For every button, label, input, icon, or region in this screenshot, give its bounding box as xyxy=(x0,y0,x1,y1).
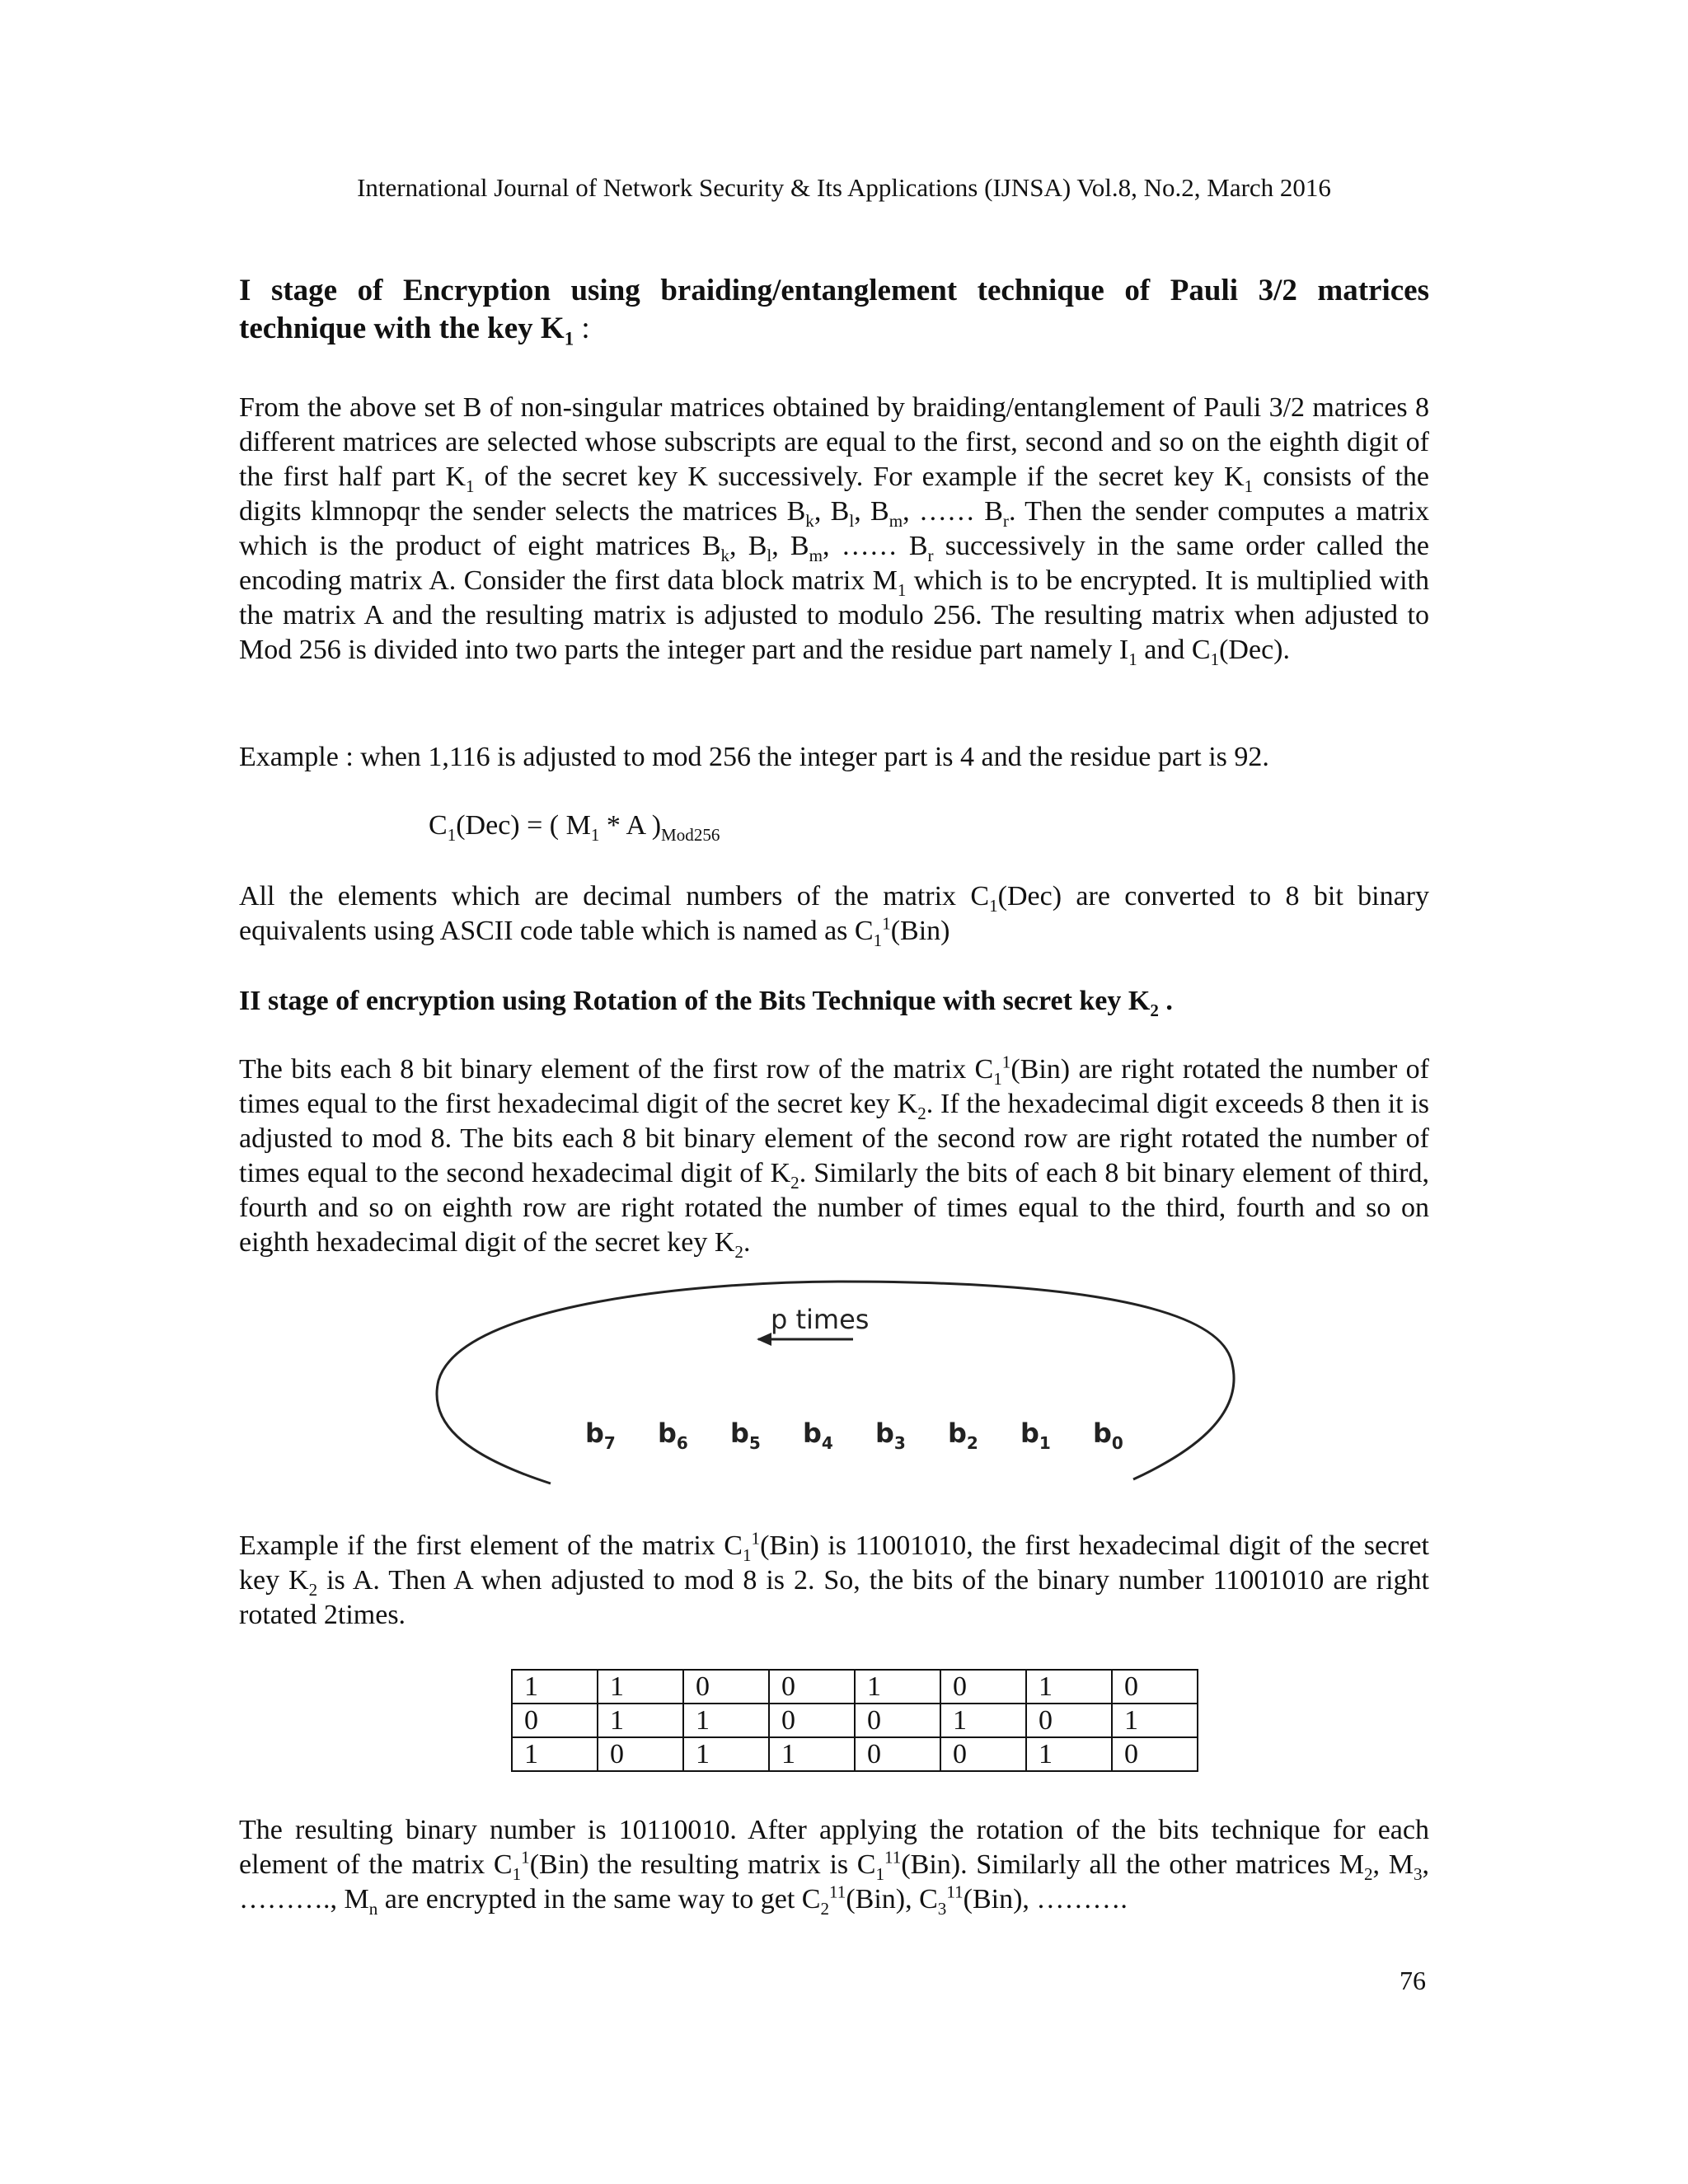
table-cell: 0 xyxy=(855,1704,940,1737)
table-cell: 0 xyxy=(598,1737,683,1771)
bit-label: $b_1$ xyxy=(1020,1418,1051,1453)
bit-label: $b_5$ xyxy=(730,1418,761,1453)
page-number: 76 xyxy=(1400,1966,1426,1995)
bit-label: $b_7$ xyxy=(585,1418,616,1453)
bit-rotation-diagram xyxy=(429,1269,1253,1500)
bit-label: $b_6$ xyxy=(658,1418,688,1453)
table-cell: 0 xyxy=(855,1737,940,1771)
section-1-paragraph-2: All the elements which are decimal numbers of the matrix $C_1(Dec)$ are converted to 8 bit binary equivalents using ASCII code table which is named as $C_1^1(Bin)$ xyxy=(239,881,1429,950)
table-cell: 0 xyxy=(1112,1737,1198,1771)
table-cell: 1 xyxy=(940,1704,1026,1737)
table-row xyxy=(512,1670,1198,1704)
table-cell: 0 xyxy=(512,1704,598,1737)
section-2-heading-block xyxy=(239,985,1429,1018)
table-cell: 1 xyxy=(1026,1737,1112,1771)
section-2-heading: II stage of encryption using Rotation of the Bits Technique with secret key $K_2$ . xyxy=(239,986,1173,1020)
table-cell: 1 xyxy=(512,1737,598,1771)
section-2-paragraph-1: The bits each 8 bit binary element of the first row of the matrix $C_1^1(Bin)$ are right rotated the number of times equal to the first hexadecimal digit of the secret key $K_2$. If the hexadecimal digit exceeds 8 then it is adjusted to mod 8. The bits each 8 bit binary element of the second row are right rotated the number of times equal to the second hexadecimal digit of $K_2$. Similarly the bits of each 8 bit binary element of third, fourth and so on eighth row are right rotated the number of times equal to the third, fourth and so on eighth hexadecimal digit of the secret key $K_2$. xyxy=(239,1052,1430,1262)
bit-table xyxy=(511,1669,1198,1772)
bit-labels xyxy=(585,1418,1123,1453)
section-1-paragraph-1: From the above set B of non-singular matrices obtained by braiding/entanglement of Pauli 3/2 matrices 8 different matrices are selected whose subscripts are equal to the first, second and so on the eighth digit of the first half part $K_1$ of the secret key K successively. For example if the secret key $K_1$ consists of the digits klmnopqr the sender selects the matrices $B_k$, $B_l$, $B_m$, …… $B_r$. Then the sender computes a matrix which is the product of eight matrices $B_k$, $B_l$, $B_m$, …… $B_r$ successively in the same order called the encoding matrix A. Consider the first data block matrix $M_1$ which is to be encrypted. It is multiplied with the matrix A and the resulting matrix is adjusted to modulo 256. The resulting matrix when adjusted to Mod 256 is divided into two parts the integer part and the residue part namely $I_1$ and $C_1(Dec)$. xyxy=(239,392,1429,669)
equation-c1-dec: $C_1(Dec)$ = ( $M_1$ * A )$_{Mod256}$ xyxy=(429,810,720,845)
table-cell: 1 xyxy=(598,1704,683,1737)
table-cell: 0 xyxy=(1026,1704,1112,1737)
section-2-paragraph-2: Example if the first element of the matrix $C_1^1(Bin)$ is 11001010, the first hexadecimal digit of the secret key $K_2$ is A. Then A when adjusted to mod 8 is 2. So, the bits of the binary number 11001010 are right rotated 2times. xyxy=(239,1528,1429,1630)
section-2-paragraph-3: The resulting binary number is 10110010. After applying the rotation of the bits technique for each element of the matrix $C_1^1(Bin)$ the resulting matrix is $C_1^{11}(Bin)$. Similarly all the other matrices $M_2$, $M_3$, ………., $M_n$ are encrypted in the same way to get $C_2^{11}(Bin)$, $C_3^{11}(Bin)$, ………. xyxy=(239,1815,1429,1919)
table-cell: 1 xyxy=(512,1670,598,1704)
table-cell: 1 xyxy=(683,1737,769,1771)
table-cell: 1 xyxy=(1026,1670,1112,1704)
bit-label: $b_0$ xyxy=(1093,1418,1123,1453)
section-1-heading-block xyxy=(239,272,1429,348)
bit-label: $b_3$ xyxy=(875,1418,906,1453)
bit-label: $b_2$ xyxy=(948,1418,978,1453)
example-line: Example : when 1,116 is adjusted to mod 256 the integer part is 4 and the residue part is 92. xyxy=(239,742,1269,772)
table-cell: 1 xyxy=(598,1670,683,1704)
table-cell: 0 xyxy=(769,1704,855,1737)
section-1-heading: I stage of Encryption using braiding/entanglement technique of Pauli 3/2 matrices technique with the key $K_1$ : xyxy=(239,274,1429,349)
table-cell: 1 xyxy=(855,1670,940,1704)
table-cell: 0 xyxy=(1112,1670,1198,1704)
table-cell: 0 xyxy=(940,1670,1026,1704)
table-cell: 0 xyxy=(769,1670,855,1704)
table-row xyxy=(512,1704,1198,1737)
table-cell: 0 xyxy=(940,1737,1026,1771)
bit-label: $b_4$ xyxy=(803,1418,833,1453)
table-cell: 1 xyxy=(1112,1704,1198,1737)
table-cell: 1 xyxy=(769,1737,855,1771)
running-head: International Journal of Network Security & Its Applications (IJNSA) Vol.8, No.2, March 2016 xyxy=(357,173,1331,202)
table-row xyxy=(512,1737,1198,1771)
arrow-label: p times xyxy=(771,1304,870,1335)
table-cell: 1 xyxy=(683,1704,769,1737)
table-cell: 0 xyxy=(683,1670,769,1704)
